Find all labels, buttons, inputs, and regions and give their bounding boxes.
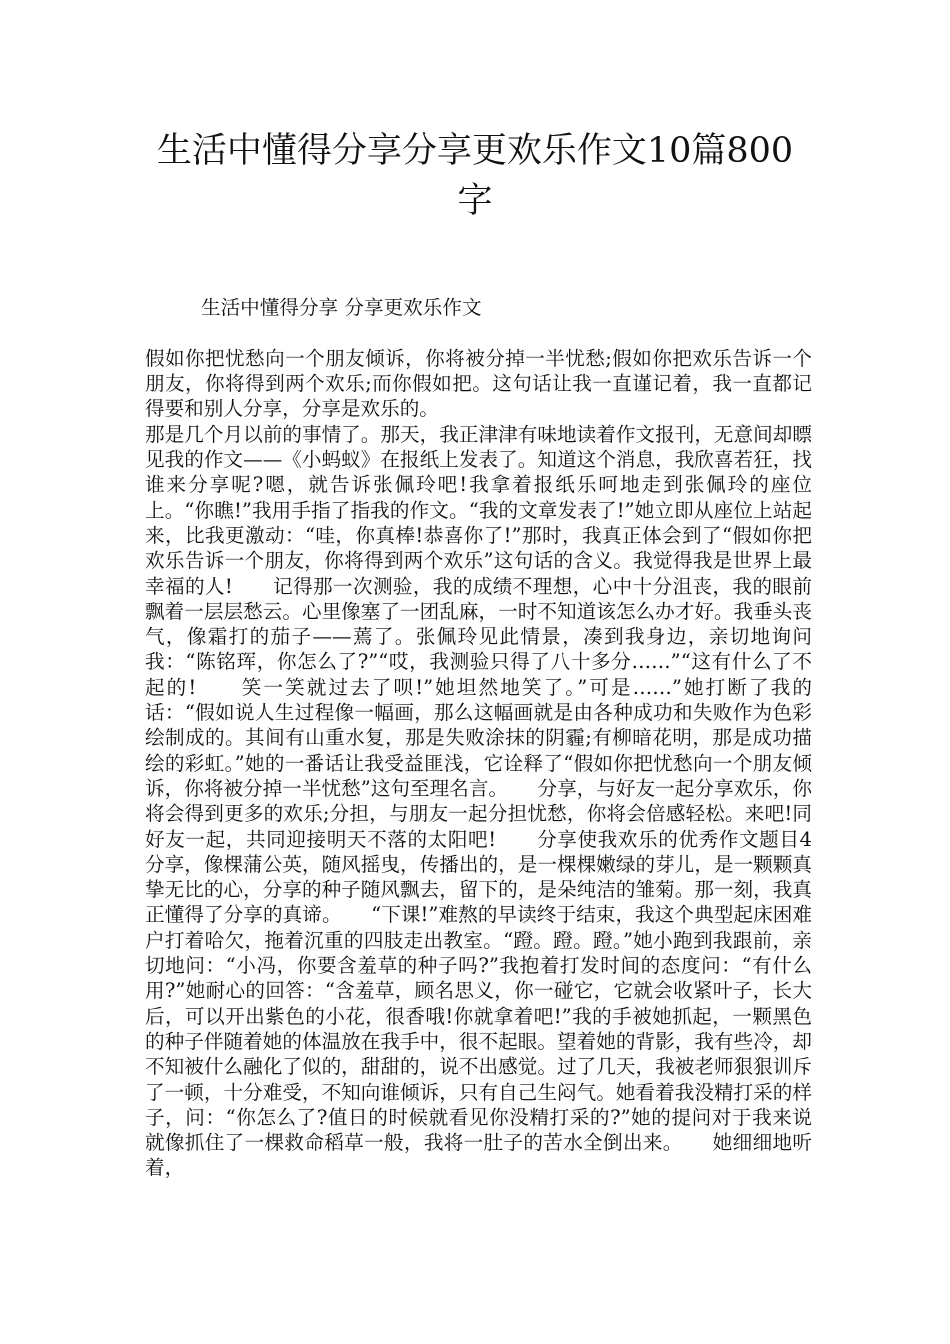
document-text: 假如你把忧愁向一个朋友倾诉，你将被分掉一半忧愁;假如你把欢乐告诉一个朋友，你将得到两个欢乐;而你假如把。这句话让我一直谨记着，我一直都记得要和别人分享，分享是欢乐的。 那是几个月以前的事情了。那天，我正津津有味地读着作文报刊，无意间却瞟见我的作文——《小蚂蚁》在报纸上发表了。知道这个消息，我欣喜若狂，找谁来分享呢?嗯，就告诉张佩玲吧!我拿着报纸乐呵地走到张佩玲的座位上。“你瞧!”我用手指了指我的作文。“我的文章发表了!”她立即从座位上站起来，比我更激动：“哇，你真棒!恭喜你了!”那时，我真正体会到了“假如你把欢乐告诉一个朋友，你将得到两个欢乐”这句话的含义。我觉得我是世界上最幸福的人! 记得那一次测验，我的成绩不理想，心中十分沮丧，我的眼前飘着一层层愁云。心里像塞了一团乱麻，一时不知道该怎么办才好。我垂头丧气，像霜打的茄子——蔫了。张佩玲见此情景，凑到我身边，亲切地询问我：“陈铭珲，你怎么了?”“哎，我测验只得了八十多分……”“这有什么了不起的! 笑一笑就过去了呗!”她坦然地笑了。”可是……”她打断了我的话：“假如说人生过程像一幅画，那么这幅画就是由各种成功和失败作为色彩绘制成的。其间有山重水复，那是失败涂抹的阴霾;有柳暗花明，那是成功描绘的彩虹。”她的一番话让我受益匪浅，它诠释了“假如你把忧愁向一个朋友倾诉，你将被分掉一半忧愁”这句至理名言。 分享，与好友一起分享欢乐，你将会得到更多的欢乐;分担，与朋友一起分担忧愁，你将会倍感轻松。来吧!同好友一起，共同迎接明天不落的太阳吧! 分享使我欢乐的优秀作文题目4 分享，像棵蒲公英，随风摇曳，传播出的，是一棵棵嫩绿的芽儿，是一颗颗真挚无比的心，分享的种子随风飘去，留下的，是朵纯洁的雏菊。那一刻，我真正懂得了分享的真谛。 “下课!”难熬的早读终于结束，我这个典型起床困难户打着哈欠，拖着沉重的四肢走出教室。“蹬。蹬。蹬。”她小跑到我跟前，亲切地问：“小冯，你要含羞草的种子吗?”我抱着打发时间的态度问：“有什么用?”她耐心的回答：“含羞草，顾名思义，你一碰它，它就会收紧叶子，长大后，可以开出紫色的小花，很香哦!你就拿着吧!”我的手被她抓起，一颗黑色的种子伴随着她的体温放在我手中，很不起眼。望着她的背影，我有些冷，却不知被什么融化了似的，甜甜的，说不出感觉。过了几天，我被老师狠狠训斥了一顿，十分难受，不知向谁倾诉，只有自己生闷气。她看着我没精打采的样子，问：“你怎么了?值日的时候就看见你没精打采的?”她的提问对于我来说就像抓住了一棵救命稻草一般，我将一肚子的苦水全倒出来。 她细细地听着， — [145, 346, 812, 1180]
document-title: 生活中懂得分享分享更欢乐作文10篇800字 — [156, 131, 794, 221]
document-body — [145, 270, 812, 1206]
document-subtitle: 生活中懂得分享 分享更欢乐作文 — [201, 296, 482, 320]
